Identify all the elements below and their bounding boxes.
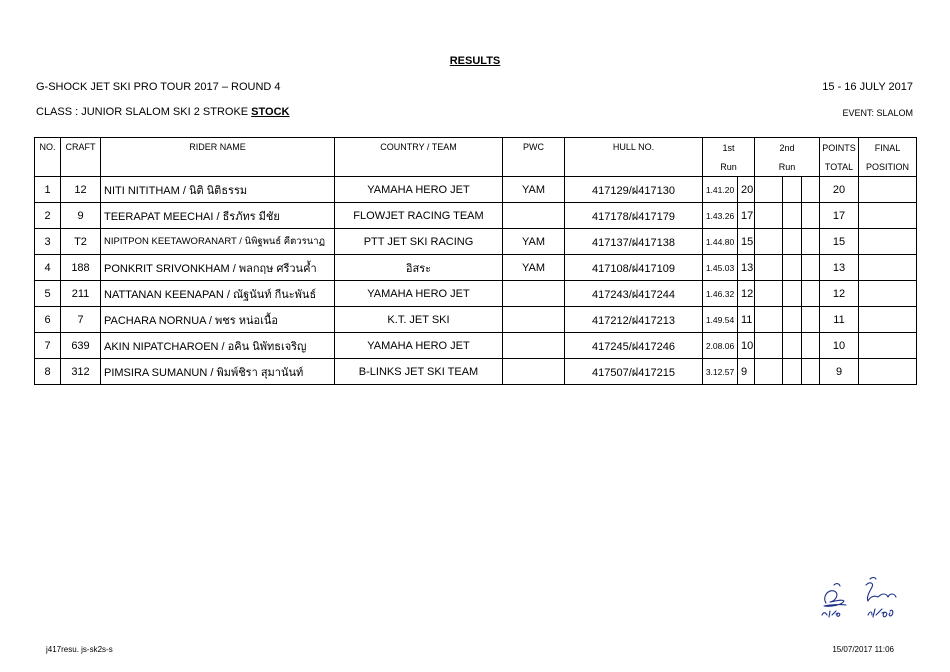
cell-team: YAMAHA HERO JET xyxy=(335,281,503,307)
col-second-run: 2nd xyxy=(755,138,820,158)
cell-rider: NATTANAN KEENAPAN / ณัฐนันท์ กีนะพันธ์ xyxy=(101,281,335,307)
signature-image xyxy=(812,571,912,625)
cell-pwc: YAM xyxy=(503,177,565,203)
cell-pwc: YAM xyxy=(503,229,565,255)
class-name: CLASS : JUNIOR SLALOM SKI 2 STROKE xyxy=(36,106,252,118)
table-row xyxy=(35,229,917,255)
cell-first-rank: 17 xyxy=(738,203,755,229)
col-hull: HULL NO. xyxy=(565,138,703,177)
table-row xyxy=(35,307,917,333)
cell-second-time xyxy=(755,307,783,333)
cell-points: 17 xyxy=(820,203,859,229)
cell-first-rank: 10 xyxy=(738,333,755,359)
col-pwc: PWC xyxy=(503,138,565,177)
cell-rider: NITI NITITHAM / นิติ นิติธรรม xyxy=(101,177,335,203)
cell-rider: PACHARA NORNUA / พชร หน่อเนื้อ xyxy=(101,307,335,333)
col-no: NO. xyxy=(35,138,61,177)
cell-rider: TEERAPAT MEECHAI / ธีรภัทร มีชัย xyxy=(101,203,335,229)
cell-spacer xyxy=(802,203,820,229)
cell-first-time: 3.12.57 xyxy=(703,359,738,385)
cell-second-rank xyxy=(783,203,802,229)
cell-points: 15 xyxy=(820,229,859,255)
cell-hull: 417212/ฝ417213 xyxy=(565,307,703,333)
cell-second-rank xyxy=(783,177,802,203)
cell-final xyxy=(859,203,917,229)
cell-pwc xyxy=(503,281,565,307)
cell-final xyxy=(859,177,917,203)
cell-points: 10 xyxy=(820,333,859,359)
table-row xyxy=(35,177,917,203)
cell-first-rank: 9 xyxy=(738,359,755,385)
cell-craft: 12 xyxy=(61,177,101,203)
cell-craft: 312 xyxy=(61,359,101,385)
cell-hull: 417245/ฝ417246 xyxy=(565,333,703,359)
cell-team: YAMAHA HERO JET xyxy=(335,333,503,359)
cell-hull: 417243/ฝ417244 xyxy=(565,281,703,307)
cell-second-time xyxy=(755,177,783,203)
cell-team: B-LINKS JET SKI TEAM xyxy=(335,359,503,385)
cell-second-rank xyxy=(783,307,802,333)
table-row xyxy=(35,255,917,281)
cell-pwc xyxy=(503,307,565,333)
col-team: COUNTRY / TEAM xyxy=(335,138,503,177)
cell-second-time xyxy=(755,255,783,281)
cell-points: 11 xyxy=(820,307,859,333)
cell-rider: AKIN NIPATCHAROEN / อคิน นิพัทธเจริญ xyxy=(101,333,335,359)
cell-first-rank: 12 xyxy=(738,281,755,307)
cell-points: 20 xyxy=(820,177,859,203)
cell-first-rank: 13 xyxy=(738,255,755,281)
cell-team: K.T. JET SKI xyxy=(335,307,503,333)
cell-second-time xyxy=(755,333,783,359)
cell-second-rank xyxy=(783,255,802,281)
cell-no: 2 xyxy=(35,203,61,229)
cell-rider: NIPITPON KEETAWORANART / นิพิฐพนธ์ คีตวรนาฏ xyxy=(101,229,335,255)
cell-points: 12 xyxy=(820,281,859,307)
cell-second-rank xyxy=(783,333,802,359)
cell-first-time: 1.49.54 xyxy=(703,307,738,333)
cell-rider: PONKRIT SRIVONKHAM / พลกฤษ ศรีวนค้ำ xyxy=(101,255,335,281)
cell-team: อิสระ xyxy=(335,255,503,281)
cell-first-time: 1.46.32 xyxy=(703,281,738,307)
cell-pwc: YAM xyxy=(503,255,565,281)
cell-no: 5 xyxy=(35,281,61,307)
table-header xyxy=(35,138,917,177)
cell-final xyxy=(859,255,917,281)
cell-hull: 417129/ฝ417130 xyxy=(565,177,703,203)
cell-team: FLOWJET RACING TEAM xyxy=(335,203,503,229)
cell-rider: PIMSIRA SUMANUN / พิมพ์ชิรา สุมานันท์ xyxy=(101,359,335,385)
footer-timestamp: 15/07/2017 11:06 xyxy=(832,645,894,654)
cell-second-rank xyxy=(783,281,802,307)
cell-hull: 417108/ฝ417109 xyxy=(565,255,703,281)
cell-second-rank xyxy=(783,229,802,255)
cell-first-time: 1.43.26 xyxy=(703,203,738,229)
cell-first-time: 2.08.06 xyxy=(703,333,738,359)
cell-no: 8 xyxy=(35,359,61,385)
cell-craft: 211 xyxy=(61,281,101,307)
cell-first-rank: 20 xyxy=(738,177,755,203)
cell-first-time: 1.41.20 xyxy=(703,177,738,203)
cell-points: 13 xyxy=(820,255,859,281)
cell-pwc xyxy=(503,333,565,359)
cell-spacer xyxy=(802,177,820,203)
cell-no: 4 xyxy=(35,255,61,281)
cell-spacer xyxy=(802,255,820,281)
cell-team: PTT JET SKI RACING xyxy=(335,229,503,255)
event-date: 15 - 16 JULY 2017 xyxy=(822,81,913,93)
cell-first-time: 1.44.80 xyxy=(703,229,738,255)
col-second-run-sub: Run xyxy=(755,157,820,177)
cell-second-time xyxy=(755,281,783,307)
table-row xyxy=(35,203,917,229)
cell-craft: 7 xyxy=(61,307,101,333)
cell-final xyxy=(859,229,917,255)
cell-hull: 417137/ฝ417138 xyxy=(565,229,703,255)
cell-hull: 417178/ฝ417179 xyxy=(565,203,703,229)
cell-team: YAMAHA HERO JET xyxy=(335,177,503,203)
cell-second-rank xyxy=(783,359,802,385)
cell-no: 7 xyxy=(35,333,61,359)
results-table xyxy=(34,137,917,385)
cell-final xyxy=(859,333,917,359)
cell-final xyxy=(859,307,917,333)
col-rider: RIDER NAME xyxy=(101,138,335,177)
cell-points: 9 xyxy=(820,359,859,385)
cell-craft: 9 xyxy=(61,203,101,229)
class-line xyxy=(36,106,289,118)
col-first-run: 1st xyxy=(703,138,755,158)
cell-final xyxy=(859,359,917,385)
table-row xyxy=(35,333,917,359)
cell-second-time xyxy=(755,359,783,385)
cell-no: 3 xyxy=(35,229,61,255)
footer-file-code: j417resu. js-sk2s-s xyxy=(46,645,113,654)
col-points-sub: TOTAL xyxy=(820,157,859,177)
col-points: POINTS xyxy=(820,138,859,158)
cell-craft: 188 xyxy=(61,255,101,281)
table-row xyxy=(35,281,917,307)
cell-spacer xyxy=(802,333,820,359)
cell-first-rank: 15 xyxy=(738,229,755,255)
table-body xyxy=(35,177,917,385)
col-craft: CRAFT xyxy=(61,138,101,177)
cell-craft: T2 xyxy=(61,229,101,255)
col-final: FINAL xyxy=(859,138,917,158)
cell-second-time xyxy=(755,229,783,255)
event-name: G-SHOCK JET SKI PRO TOUR 2017 – ROUND 4 xyxy=(36,81,281,93)
event-type: EVENT: SLALOM xyxy=(842,108,913,118)
cell-first-time: 1.45.03 xyxy=(703,255,738,281)
cell-no: 6 xyxy=(35,307,61,333)
col-final-sub: POSITION xyxy=(859,157,917,177)
cell-first-rank: 11 xyxy=(738,307,755,333)
class-emphasis: STOCK xyxy=(251,106,290,118)
cell-pwc xyxy=(503,359,565,385)
cell-spacer xyxy=(802,307,820,333)
cell-no: 1 xyxy=(35,177,61,203)
cell-craft: 639 xyxy=(61,333,101,359)
cell-spacer xyxy=(802,359,820,385)
cell-final xyxy=(859,281,917,307)
cell-pwc xyxy=(503,203,565,229)
cell-spacer xyxy=(802,281,820,307)
page-title: RESULTS xyxy=(449,55,501,67)
cell-second-time xyxy=(755,203,783,229)
col-first-run-sub: Run xyxy=(703,157,755,177)
cell-hull: 417507/ฝ417215 xyxy=(565,359,703,385)
cell-spacer xyxy=(802,229,820,255)
table-row xyxy=(35,359,917,385)
